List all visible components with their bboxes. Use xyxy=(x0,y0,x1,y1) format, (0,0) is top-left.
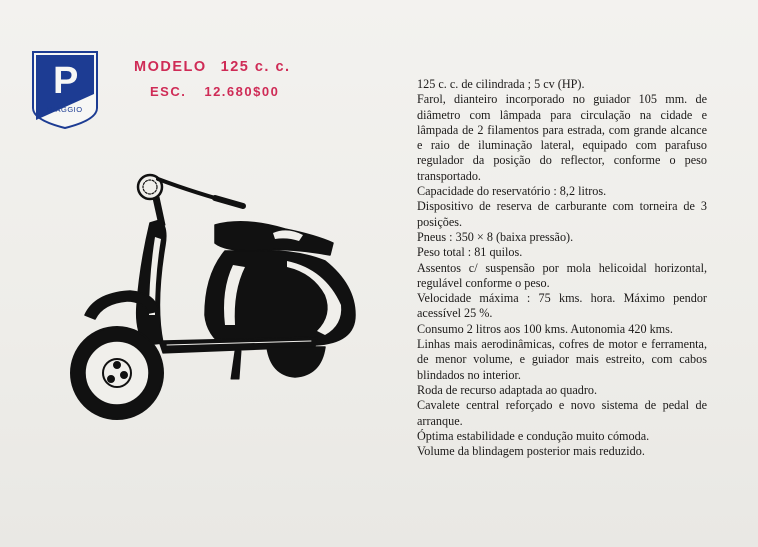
spec-line: Velocidade máxima : 75 kms. hora. Máximo pendor acessível 25 %. xyxy=(417,291,707,321)
piaggio-logo xyxy=(31,50,99,130)
spec-line: Assentos c/ suspensão por mola helicoidal horizontal, regulável conforme o peso. xyxy=(417,260,707,290)
price-value: 12.680$00 xyxy=(204,84,280,99)
spec-line: Cavalete central reforçado e novo sistema de pedal de arranque. xyxy=(417,398,707,428)
model-label: MODELO xyxy=(134,59,207,75)
spec-line: Volume da blindagem posterior mais reduzido. xyxy=(417,444,645,459)
price-line xyxy=(150,84,291,99)
scooter-illustration xyxy=(55,165,365,435)
spec-line: Capacidade do reservatório : 8,2 litros. xyxy=(417,184,607,199)
spec-line: 125 c. c. de cilindrada ; 5 cv (HP). xyxy=(417,77,585,91)
spec-line: Pneus : 350 × 8 (baixa pressão). xyxy=(417,229,574,244)
logo-wordmark: PIAGGIO xyxy=(47,105,83,114)
spec-line: Peso total : 81 quilos. xyxy=(417,245,523,260)
model-heading xyxy=(134,59,291,99)
logo-letter: P xyxy=(53,60,79,102)
spec-line: Dispositivo de reserva de carburante com torneira de 3 posições. xyxy=(417,199,707,229)
spec-list xyxy=(417,77,707,459)
spec-line: Roda de recurso adaptada ao quadro. xyxy=(417,382,598,397)
spec-line: Farol, dianteiro incorporado no guiador 105 mm. de diâmetro com lâmpada para circulação na cidade e lâmpada de 2 filamentos para estrada, com grande alcance e raio de iluminação lateral, equipado com parafuso regulador da posição do reflector, conforme o peso transportado. xyxy=(417,92,707,183)
model-displacement: 125 c. c. xyxy=(220,59,291,75)
spec-line: Linhas mais aerodinâmicas, cofres de motor e ferramenta, de menor volume, e guiador mais estreito, com cabos blindados no interior. xyxy=(417,337,707,382)
spec-line: Consumo 2 litros aos 100 kms. Autonomia 420 kms. xyxy=(417,321,673,336)
price-label: ESC. xyxy=(150,84,187,99)
model-title xyxy=(134,59,291,81)
spec-line: Óptima estabilidade e condução muito cómoda. xyxy=(417,428,650,443)
